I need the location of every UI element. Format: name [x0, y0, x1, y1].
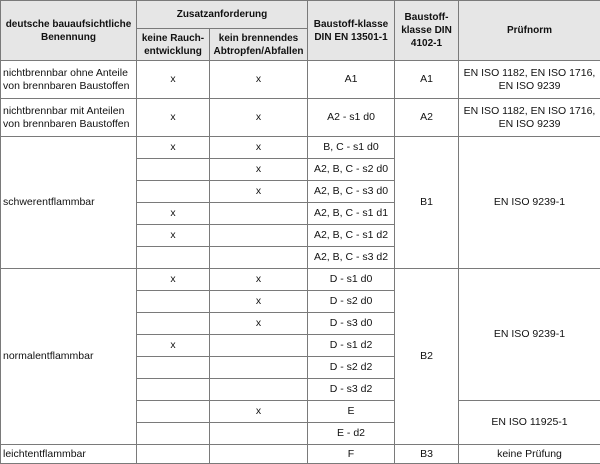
drip-cell: x: [210, 181, 308, 203]
en-class-cell: A2, B, C - s2 d0: [308, 159, 395, 181]
header-additional-requirement: Zusatzanforderung: [137, 1, 308, 29]
drip-cell: [210, 423, 308, 445]
test-standard-cell: EN ISO 9239-1: [459, 137, 600, 269]
en-class-cell: A2, B, C - s3 d2: [308, 247, 395, 269]
table-row: [1, 99, 600, 137]
drip-cell: [210, 203, 308, 225]
smoke-cell: [137, 379, 210, 401]
smoke-cell: x: [137, 203, 210, 225]
designation-cell: nichtbrennbar ohne Anteile von brennbaren Baustoffen: [1, 61, 137, 99]
drip-cell: x: [210, 137, 308, 159]
smoke-cell: [137, 445, 210, 464]
drip-cell: x: [210, 291, 308, 313]
en-class-cell: B, C - s1 d0: [308, 137, 395, 159]
header-no-smoke: keine Rauch-entwicklung: [137, 29, 210, 61]
drip-cell: [210, 357, 308, 379]
en-class-cell: D - s3 d2: [308, 379, 395, 401]
test-standard-cell: EN ISO 1182, EN ISO 1716, EN ISO 9239: [459, 99, 600, 137]
test-standard-cell: EN ISO 9239-1: [459, 269, 600, 401]
drip-cell: x: [210, 313, 308, 335]
test-standard-cell: EN ISO 1182, EN ISO 1716, EN ISO 9239: [459, 61, 600, 99]
test-standard-cell: EN ISO 11925-1: [459, 401, 600, 445]
table-row: [1, 269, 600, 291]
drip-cell: [210, 247, 308, 269]
smoke-cell: [137, 313, 210, 335]
en-class-cell: A2, B, C - s1 d2: [308, 225, 395, 247]
table-row: [1, 445, 600, 464]
smoke-cell: [137, 291, 210, 313]
designation-cell: normalentflammbar: [1, 269, 137, 445]
drip-cell: x: [210, 159, 308, 181]
table-row: [1, 61, 600, 99]
en-class-cell: D - s1 d2: [308, 335, 395, 357]
din-class-cell: A2: [395, 99, 459, 137]
smoke-cell: x: [137, 137, 210, 159]
smoke-cell: [137, 159, 210, 181]
designation-cell: leichtentflammbar: [1, 445, 137, 464]
header-test-standard: Prüfnorm: [459, 1, 600, 61]
smoke-cell: [137, 247, 210, 269]
smoke-cell: x: [137, 269, 210, 291]
drip-cell: [210, 445, 308, 464]
smoke-cell: x: [137, 61, 210, 99]
smoke-cell: x: [137, 99, 210, 137]
designation-cell: nichtbrennbar mit Anteilen von brennbaren Baustoffen: [1, 99, 137, 137]
drip-cell: x: [210, 401, 308, 423]
header-designation: deutsche bauaufsichtliche Benennung: [1, 1, 137, 61]
en-class-cell: A2, B, C - s3 d0: [308, 181, 395, 203]
en-class-cell: A2, B, C - s1 d1: [308, 203, 395, 225]
drip-cell: [210, 225, 308, 247]
en-class-cell: D - s3 d0: [308, 313, 395, 335]
en-class-cell: E - d2: [308, 423, 395, 445]
en-class-cell: E: [308, 401, 395, 423]
en-class-cell: A1: [308, 61, 395, 99]
smoke-cell: [137, 423, 210, 445]
drip-cell: x: [210, 269, 308, 291]
din-class-cell: A1: [395, 61, 459, 99]
designation-cell: schwerentflammbar: [1, 137, 137, 269]
smoke-cell: x: [137, 335, 210, 357]
drip-cell: x: [210, 99, 308, 137]
smoke-cell: [137, 357, 210, 379]
din-class-cell: B2: [395, 269, 459, 445]
en-class-cell: D - s2 d0: [308, 291, 395, 313]
table-row: [1, 137, 600, 159]
en-class-cell: A2 - s1 d0: [308, 99, 395, 137]
smoke-cell: [137, 181, 210, 203]
drip-cell: x: [210, 61, 308, 99]
en-class-cell: D - s2 d2: [308, 357, 395, 379]
header-en-13501-class: Baustoff-klasse DIN EN 13501-1: [308, 1, 395, 61]
smoke-cell: [137, 401, 210, 423]
smoke-cell: x: [137, 225, 210, 247]
din-class-cell: B1: [395, 137, 459, 269]
drip-cell: [210, 335, 308, 357]
header-row-1: [1, 1, 600, 29]
din-class-cell: B3: [395, 445, 459, 464]
header-din-4102-class: Baustoff-klasse DIN 4102-1: [395, 1, 459, 61]
test-standard-cell: keine Prüfung: [459, 445, 600, 464]
en-class-cell: D - s1 d0: [308, 269, 395, 291]
header-no-dripping: kein brennendes Abtropfen/Abfallen: [210, 29, 308, 61]
drip-cell: [210, 379, 308, 401]
en-class-cell: F: [308, 445, 395, 464]
